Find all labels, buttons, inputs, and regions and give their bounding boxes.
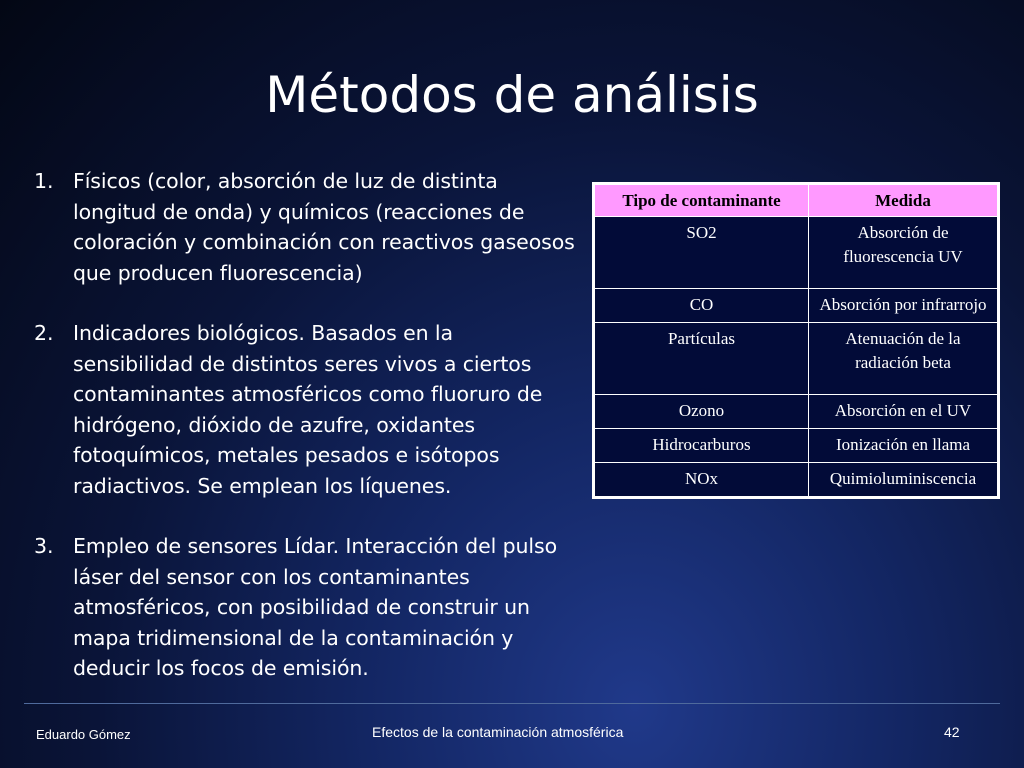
table-cell: SO2 bbox=[594, 217, 809, 289]
table-cell: Atenuación de la radiación beta bbox=[809, 323, 999, 395]
list-item-text: Empleo de sensores Lídar. Interacción del pulso láser del sensor con los contaminantes atmosféricos, con posibilidad de construir un mapa tridimensional de la contaminación y deducir los focos de emisión. bbox=[73, 534, 558, 680]
list-item-number: 1. bbox=[34, 169, 54, 193]
table-cell: Absorción de fluorescencia UV bbox=[809, 217, 999, 289]
table-row bbox=[594, 395, 999, 429]
table-row bbox=[594, 289, 999, 323]
measurement-table bbox=[592, 182, 1000, 499]
list-item-text: Físicos (color, absorción de luz de distinta longitud de onda) y químicos (reacciones de coloración y combinación con reactivos gaseosos que producen fluorescencia) bbox=[73, 169, 575, 285]
slide-number: 42 bbox=[944, 724, 960, 740]
methods-list bbox=[30, 166, 575, 714]
list-item-number: 3. bbox=[34, 534, 54, 558]
list-item bbox=[30, 166, 575, 288]
table-cell: Ionización en llama bbox=[809, 429, 999, 463]
list-item-number: 2. bbox=[34, 321, 54, 345]
header-cell-measure: Medida bbox=[809, 184, 999, 217]
header-cell-pollutant-type: Tipo de contaminante bbox=[594, 184, 809, 217]
table-row bbox=[594, 323, 999, 395]
footer-divider bbox=[24, 703, 1000, 704]
list-item bbox=[30, 318, 575, 501]
list-item bbox=[30, 531, 575, 684]
footer-author: Eduardo Gómez bbox=[36, 727, 131, 742]
table-row bbox=[594, 463, 999, 498]
table-cell: CO bbox=[594, 289, 809, 323]
footer-presentation-title: Efectos de la contaminación atmosférica bbox=[372, 724, 624, 740]
table-cell: Absorción en el UV bbox=[809, 395, 999, 429]
table-cell: Absorción por infrarrojo bbox=[809, 289, 999, 323]
table-row bbox=[594, 217, 999, 289]
table-header-row bbox=[594, 184, 999, 217]
slide-title: Métodos de análisis bbox=[265, 66, 759, 124]
table-cell: Ozono bbox=[594, 395, 809, 429]
table-row bbox=[594, 429, 999, 463]
table-cell: Hidrocarburos bbox=[594, 429, 809, 463]
table-cell: Quimioluminiscencia bbox=[809, 463, 999, 498]
table-cell: Partículas bbox=[594, 323, 809, 395]
table-cell: NOx bbox=[594, 463, 809, 498]
list-item-text: Indicadores biológicos. Basados en la sensibilidad de distintos seres vivos a ciertos contaminantes atmosféricos como fluoruro de hidrógeno, dióxido de azufre, oxidantes fotoquímicos, metales pesados e isótopos radiactivos. Se emplean los líquenes. bbox=[73, 321, 543, 498]
